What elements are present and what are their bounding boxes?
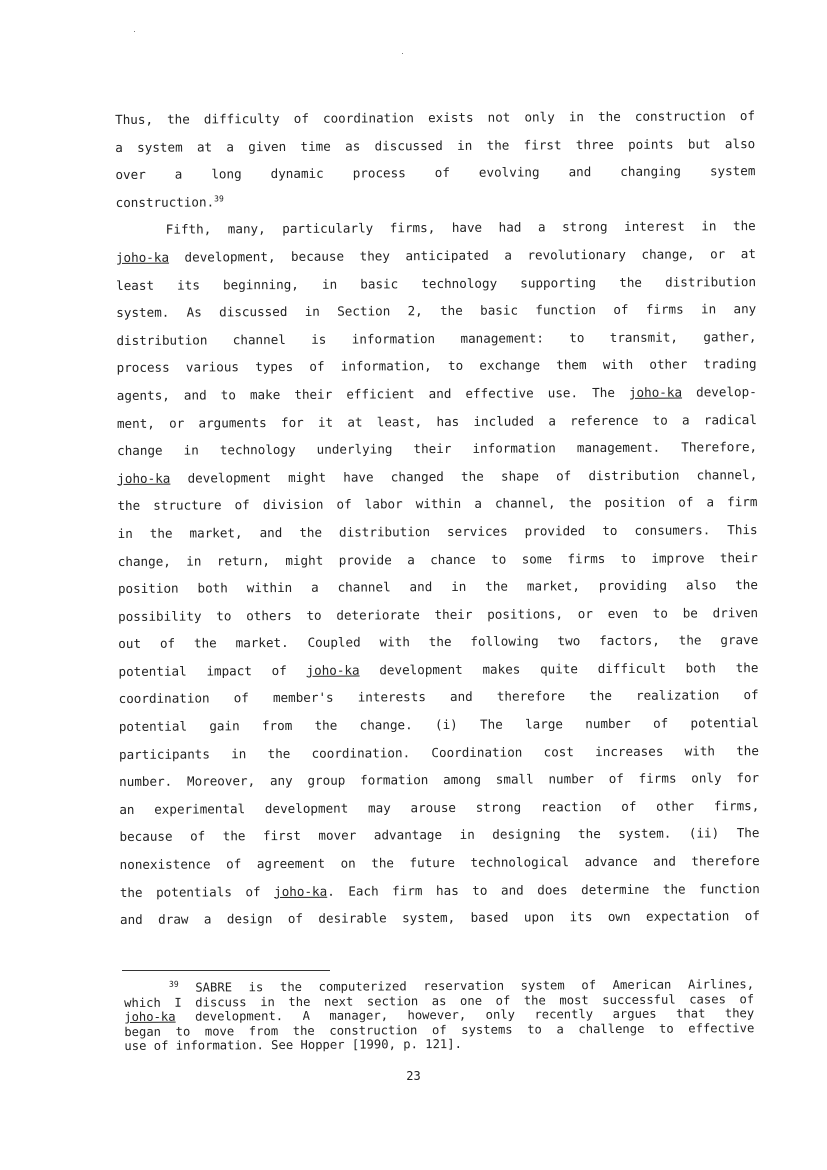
body-text [115,102,760,934]
term-joho-ka: joho-ka [124,1009,176,1024]
text-line: in the market, and the distribution services provided to consumers. This [117,521,758,541]
text-fragment: SABRE is the computerized reservation system of American Airlines, [178,977,755,995]
text-line [117,378,757,410]
text-fragment: potential impact of [118,662,307,679]
text-line: Fifth, many, particularly firms, have had a strong interest in the [165,218,756,238]
text-line [117,461,757,493]
text-fragment: the potentials of [119,883,275,900]
page-number: 23 [406,1069,421,1083]
text-line: ment, or arguments for it at least, has included a reference to a radical [116,411,757,431]
term-joho-ka: joho-ka [115,249,170,265]
text-line: least its beginning, in basic technology supporting the distribution [116,273,757,293]
scan-speck [134,31,135,32]
text-fragment: development, because they anticipated a revolutionary change, or at [168,246,756,265]
term-joho-ka: joho-ka [628,384,683,400]
text-line: Thus, the difficulty of coordination exists not only in the construction of [115,108,756,127]
term-joho-ka: joho-ka [306,662,360,678]
text-line: and draw a design of desirable system, based upon its own expectation of [119,908,761,928]
text-line: number. Moreover, any group formation among small number of firms only for [119,770,760,790]
term-joho-ka: joho-ka [274,883,328,899]
text-line: distribution channel is information management: to transmit, gather, [116,328,757,348]
footnote-reference: 39 [214,194,224,204]
text-fragment: construction. [115,194,215,210]
text-line: because of the first mover advantage in designing the system. (ii) The [119,825,760,845]
text-line: system. As discussed in Section 2, the basic function of firms in any [116,301,757,321]
text-line [116,185,756,217]
footnote-line: use of information. See Hopper [1990, p. 121]. [124,1036,462,1053]
footnote-marker: 39 [168,979,179,989]
text-line: change in technology underlying their information management. Therefore, [117,439,758,459]
text-fragment: development makes quite difficult both the [359,659,759,678]
text-line: a system at a given time as discussed in the first three points but also [115,135,756,155]
term-joho-ka: joho-ka [117,470,171,486]
scan-speck [402,53,403,54]
text-fragment: agents, and to make their efficient and effective use. The [116,384,629,403]
text-line: out of the market. Coupled with the following two factors, the grave [118,632,759,652]
text-line [116,240,756,272]
text-line: process various types of information, to exchange them with other trading [116,356,757,376]
text-line [118,654,758,686]
text-fragment: development. A manager, however, only recently argues that they [175,1006,755,1024]
text-line: possibility to others to deteriorate their positions, or even to be driven [118,604,759,624]
footnote-line: began to move from the construction of systems to a challenge to effective [124,1020,755,1039]
text-fragment: development might have changed the shape of distribution channel, [170,466,758,486]
text-fragment: develop- [681,384,757,400]
footnote-line: which I discuss in the next section as one of the most successful cases of [124,991,755,1010]
text-line [120,875,760,907]
text-line: participants in the coordination. Coordination cost increases with the [118,742,759,762]
text-line: the structure of division of labor within a channel, the position of a firm [117,494,758,514]
text-line: change, in return, might provide a chance to some firms to improve their [117,549,758,569]
text-line: potential gain from the change. (i) The large number of potential [118,715,759,735]
text-line: an experimental development may arouse strong reaction of other firms, [119,797,760,817]
footnote-divider [122,970,330,971]
footnote [124,977,754,1053]
text-fragment: . Each firm has to and does determine the function [327,880,760,899]
text-line: coordination of member's interests and therefore the realization of [118,687,759,707]
text-line: over a long dynamic process of evolving and changing system [115,163,756,183]
text-line: nonexistence of agreement on the future technological advance and therefore [119,853,760,873]
text-line: position both within a channel and in the market, providing also the [117,577,758,597]
